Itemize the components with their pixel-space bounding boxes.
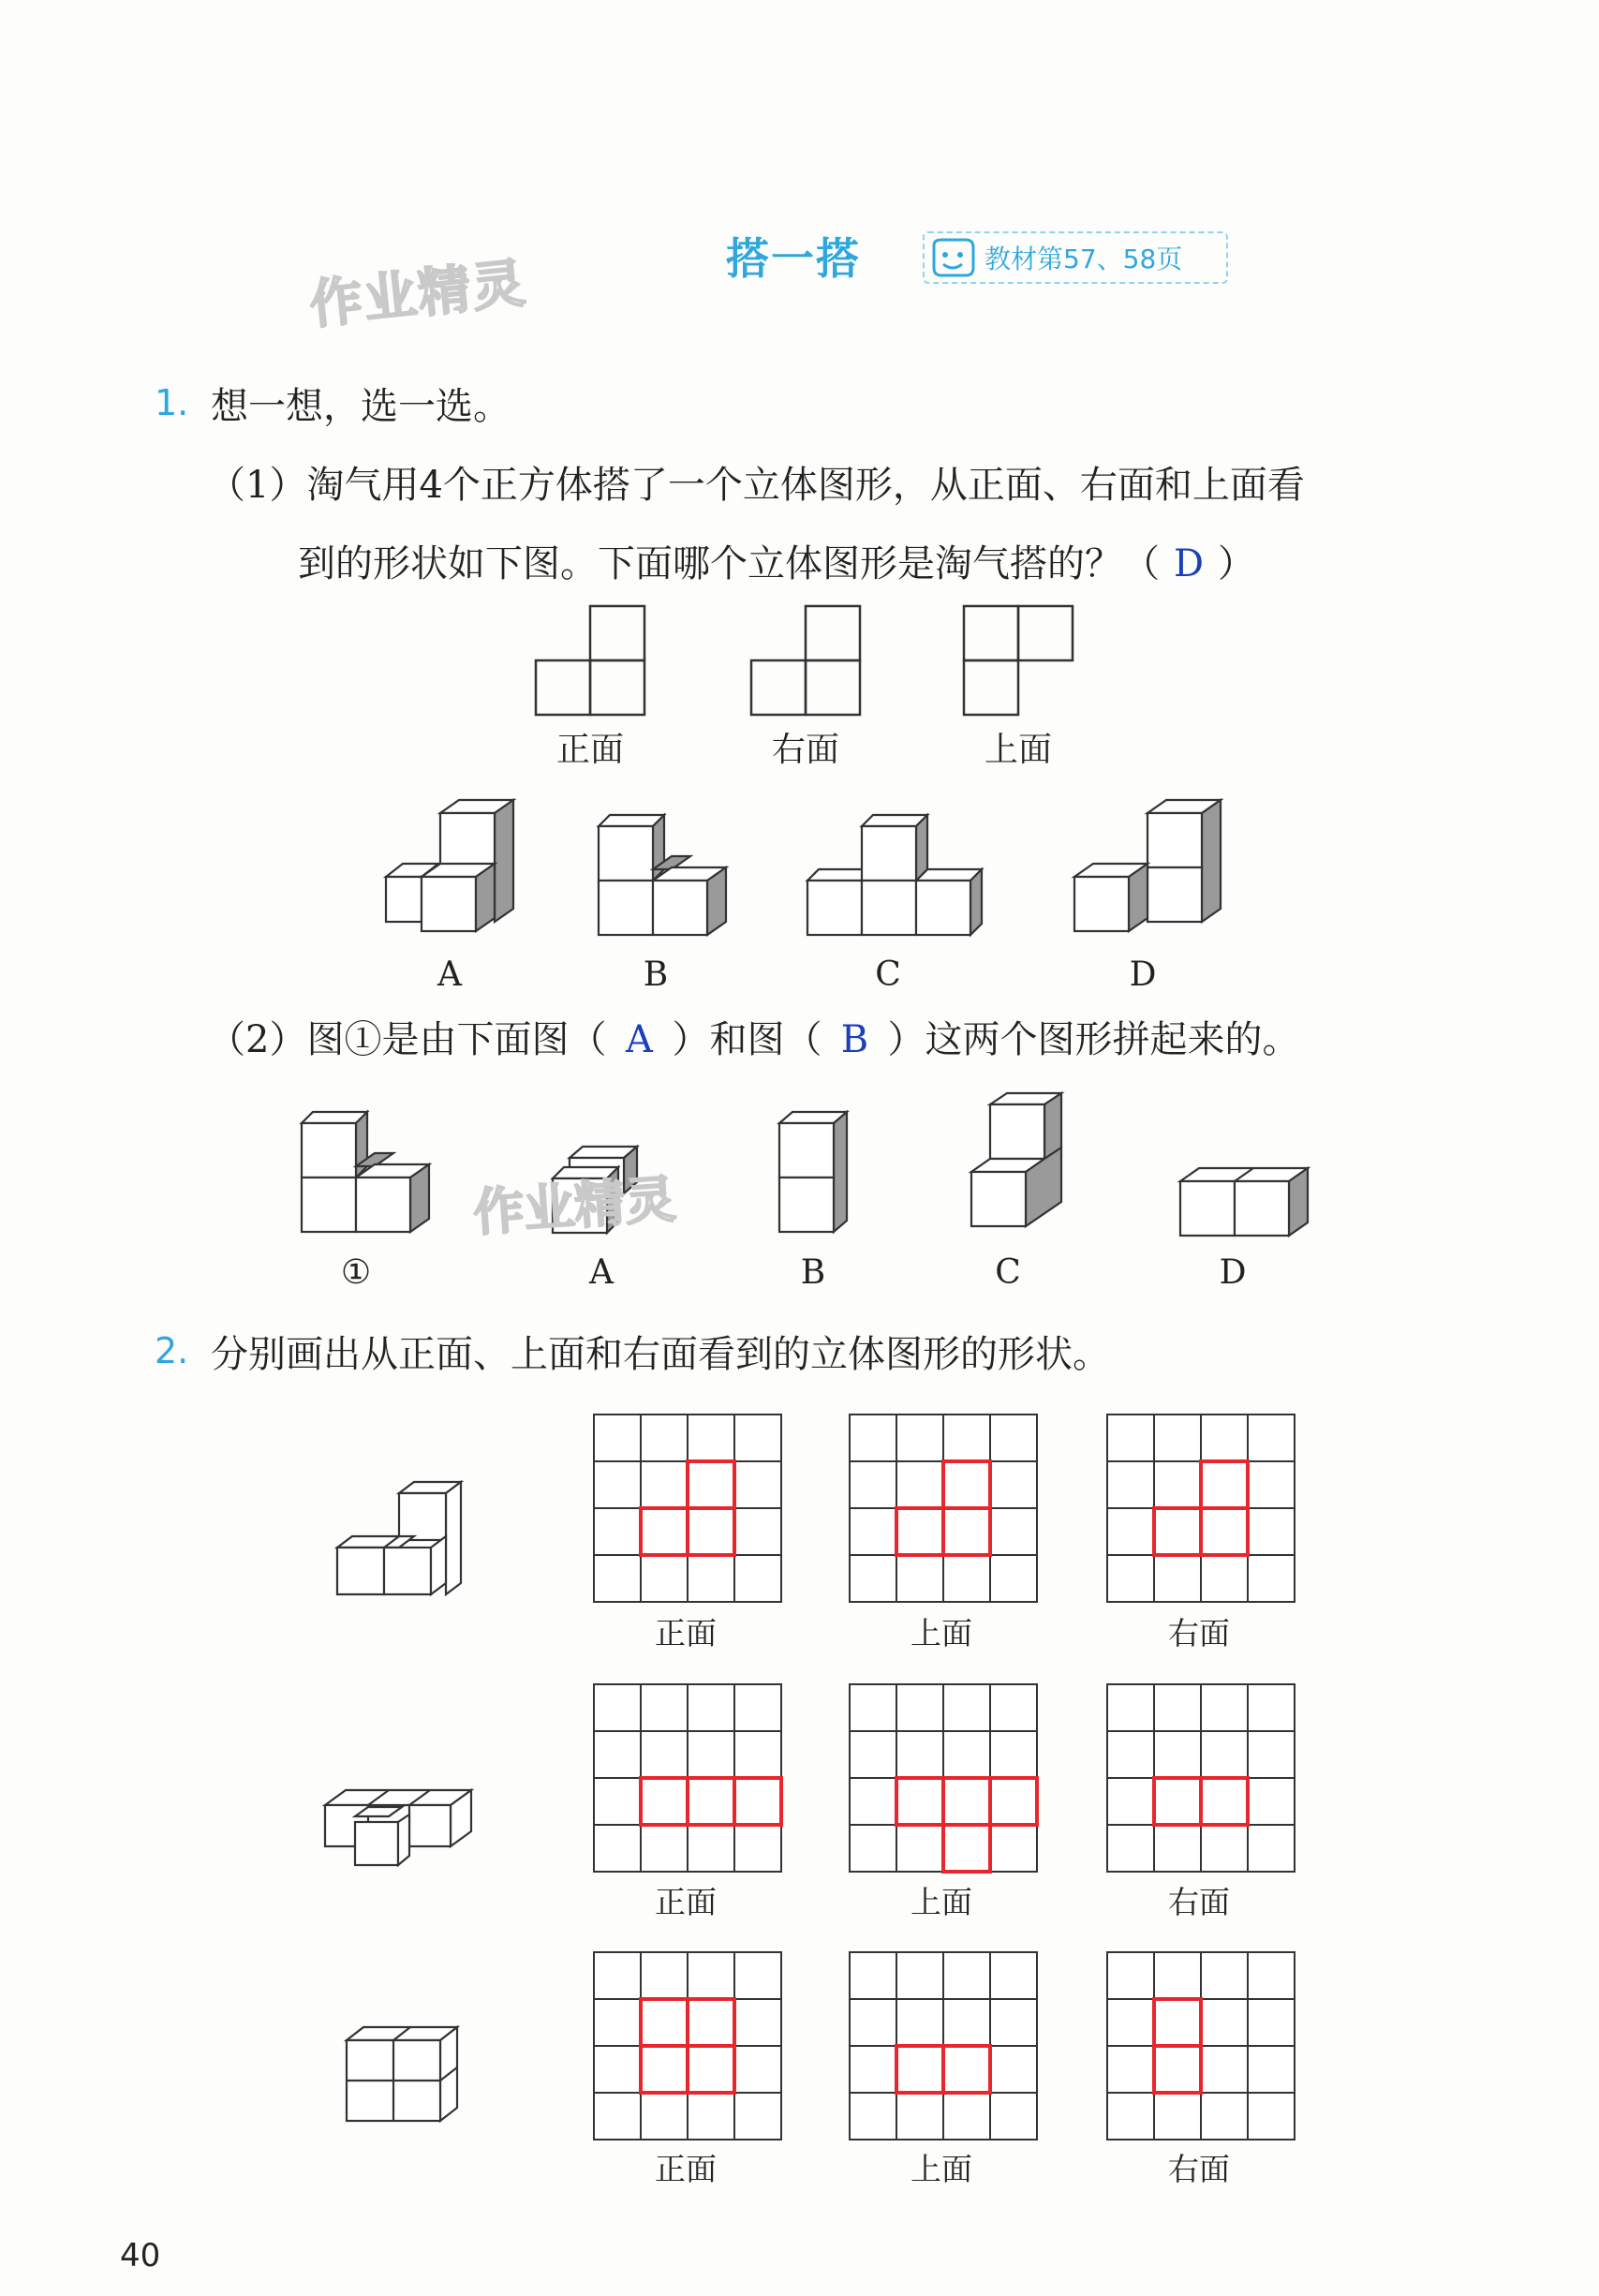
grid-r2-top <box>848 1682 1039 1874</box>
figure-label-c: C <box>995 1253 1021 1292</box>
grid-caption-r2-top: 上面 <box>911 1884 972 1920</box>
grid-cell <box>850 1825 896 1872</box>
grid-cell <box>990 1952 1037 1999</box>
grid-r1-right <box>1105 1413 1296 1604</box>
grid-cell <box>850 1778 896 1825</box>
q1-sub1-line2 <box>298 534 1255 587</box>
grid-cell <box>641 1461 688 1508</box>
grid-cell <box>641 1825 688 1872</box>
grid-cell <box>1154 1999 1201 2046</box>
grid-cell <box>943 1555 990 1602</box>
grid-cell <box>1107 1684 1154 1731</box>
grid-cell <box>896 1684 943 1731</box>
option-label-b: B <box>643 955 669 994</box>
option-label-d: D <box>1129 955 1157 994</box>
option-b-solid <box>597 813 737 954</box>
grid-cell <box>1107 1999 1154 2046</box>
figure-c-solid <box>970 1091 1073 1246</box>
grid-cell <box>943 1731 990 1778</box>
grid-cell <box>896 1731 943 1778</box>
grid-cell <box>641 1952 688 1999</box>
book-icon <box>928 236 977 279</box>
grid-r3-top <box>848 1950 1039 2141</box>
grid-cell <box>896 1999 943 2046</box>
grid-cell <box>1154 1778 1201 1825</box>
grid-cell <box>1107 1461 1154 1508</box>
option-a-solid <box>384 796 525 951</box>
grid-cell <box>734 1999 781 2046</box>
grid-cell <box>688 1555 734 1602</box>
grid-cell <box>1201 2046 1248 2093</box>
grid-cell <box>990 2046 1037 2093</box>
grid-cell <box>1248 1461 1295 1508</box>
grid-r3-front <box>592 1950 783 2141</box>
grid-cell <box>1201 1778 1248 1825</box>
grid-cell <box>594 1684 641 1731</box>
grid-cell <box>850 1952 896 1999</box>
grid-cell <box>1154 2046 1201 2093</box>
grid-r1-top <box>848 1413 1039 1604</box>
grid-cell <box>734 1555 781 1602</box>
grid-cell <box>1248 1731 1295 1778</box>
grid-cell <box>850 1508 896 1555</box>
view-label-front: 正面 <box>555 731 624 769</box>
grid-cell <box>594 1731 641 1778</box>
grid-cell <box>896 2093 943 2140</box>
grid-cell <box>1107 1825 1154 1872</box>
grid-r2-right <box>1105 1682 1296 1874</box>
q1-sub1-text-pre: 到的形状如下图。下面哪个立体图形是淘气搭的？（ <box>298 542 1160 585</box>
grid-cell <box>594 1952 641 1999</box>
grid-cell <box>1201 2093 1248 2140</box>
grid-cell <box>1201 1999 1248 2046</box>
grid-caption-r1-right: 右面 <box>1168 1615 1230 1652</box>
grid-cell <box>734 2093 781 2140</box>
grid-cell <box>594 1461 641 1508</box>
grid-cell <box>943 1825 990 1872</box>
grid-cell <box>850 1461 896 1508</box>
grid-cell <box>734 1461 781 1508</box>
section-title: 搭一搭 <box>726 233 861 284</box>
grid-cell <box>688 1825 734 1872</box>
grid-cell <box>1107 1952 1154 1999</box>
q1-sub1-line1: （1）淘气用4个正方体搭了一个立体图形，从正面、右面和上面看 <box>208 464 1305 507</box>
figure-b-solid <box>777 1110 862 1241</box>
grid-cell <box>1154 1555 1201 1602</box>
view-label-right: 右面 <box>771 731 839 769</box>
grid-cell <box>990 1684 1037 1731</box>
grid-cell <box>1248 1555 1295 1602</box>
grid-cell <box>943 1684 990 1731</box>
grid-cell <box>688 1952 734 1999</box>
grid-cell <box>734 2046 781 2093</box>
grid-cell <box>1201 1952 1248 1999</box>
grid-cell <box>896 1825 943 1872</box>
question-2-prompt: 分别画出从正面、上面和右面看到的立体图形的形状。 <box>211 1333 1110 1376</box>
question-1-number: 1. <box>155 382 189 423</box>
grid-cell <box>1154 1684 1201 1731</box>
grid-cell <box>734 1684 781 1731</box>
figure-label-a: A <box>589 1253 614 1292</box>
grid-cell <box>1248 1999 1295 2046</box>
grid-cell <box>850 2046 896 2093</box>
grid-r3-right <box>1105 1950 1296 2141</box>
q2-solid-3 <box>345 2023 466 2131</box>
grid-cell <box>1107 1778 1154 1825</box>
grid-cell <box>1107 2093 1154 2140</box>
grid-cell <box>688 1508 734 1555</box>
grid-cell <box>1248 1778 1295 1825</box>
option-label-a: A <box>437 955 462 994</box>
grid-cell <box>1201 1684 1248 1731</box>
grid-cell <box>641 2046 688 2093</box>
option-label-c: C <box>875 955 901 994</box>
grid-cell <box>1248 2046 1295 2093</box>
grid-cell <box>943 2093 990 2140</box>
option-c-solid <box>806 813 993 954</box>
grid-cell <box>850 1731 896 1778</box>
watermark: 作业精灵 <box>306 253 530 336</box>
grid-cell <box>641 1508 688 1555</box>
option-d-solid <box>1073 796 1222 951</box>
grid-cell <box>990 2093 1037 2140</box>
grid-cell <box>896 1555 943 1602</box>
grid-cell <box>943 1999 990 2046</box>
grid-cell <box>641 1684 688 1731</box>
grid-cell <box>943 1952 990 1999</box>
grid-cell <box>1201 1731 1248 1778</box>
grid-cell <box>641 1778 688 1825</box>
front-view-figure <box>534 604 646 717</box>
grid-cell <box>688 1731 734 1778</box>
grid-cell <box>1201 1825 1248 1872</box>
grid-cell <box>990 1778 1037 1825</box>
grid-cell <box>943 2046 990 2093</box>
watermark-2: 作业精灵 <box>471 1169 678 1243</box>
grid-cell <box>896 1778 943 1825</box>
grid-cell <box>688 1778 734 1825</box>
grid-cell <box>1154 2093 1201 2140</box>
question-2-number: 2. <box>155 1330 189 1371</box>
textbook-reference-badge <box>923 231 1228 284</box>
q1-sub2-answer-1: A <box>626 1018 653 1061</box>
grid-caption-r2-right: 右面 <box>1168 1884 1230 1920</box>
grid-cell <box>896 1415 943 1461</box>
grid-cell <box>734 1952 781 1999</box>
grid-cell <box>594 1999 641 2046</box>
grid-cell <box>594 1555 641 1602</box>
grid-cell <box>641 1415 688 1461</box>
grid-cell <box>641 1731 688 1778</box>
top-view-figure <box>962 604 1074 717</box>
grid-cell <box>990 1555 1037 1602</box>
grid-cell <box>594 2093 641 2140</box>
grid-cell <box>1154 1461 1201 1508</box>
grid-cell <box>594 1778 641 1825</box>
q2-solid-2 <box>323 1785 487 1874</box>
grid-cell <box>1201 1415 1248 1461</box>
grid-caption-r2-front: 正面 <box>655 1884 717 1920</box>
grid-r2-front <box>592 1682 783 1874</box>
question-1-prompt: 想一想，选一选。 <box>211 385 511 428</box>
grid-cell <box>1154 1825 1201 1872</box>
grid-cell <box>734 1415 781 1461</box>
grid-cell <box>734 1778 781 1825</box>
grid-cell <box>850 1555 896 1602</box>
grid-cell <box>1248 1684 1295 1731</box>
grid-cell <box>1154 1731 1201 1778</box>
grid-cell <box>734 1508 781 1555</box>
grid-cell <box>896 1461 943 1508</box>
figure-d-solid <box>1178 1166 1314 1246</box>
grid-cell <box>1248 2093 1295 2140</box>
grid-cell <box>688 2093 734 2140</box>
grid-cell <box>990 1508 1037 1555</box>
grid-cell <box>1248 1952 1295 1999</box>
grid-cell <box>1154 1415 1201 1461</box>
grid-cell <box>850 1999 896 2046</box>
grid-cell <box>896 1508 943 1555</box>
grid-caption-r1-front: 正面 <box>655 1615 717 1652</box>
grid-cell <box>943 1461 990 1508</box>
grid-cell <box>1201 1461 1248 1508</box>
grid-cell <box>896 1952 943 1999</box>
grid-cell <box>688 1461 734 1508</box>
grid-caption-r3-top: 上面 <box>911 2151 972 2187</box>
textbook-page-reference: 教材第57、58页 <box>985 244 1183 274</box>
q1-sub1-answer: D <box>1173 542 1205 585</box>
grid-cell <box>1248 1415 1295 1461</box>
grid-cell <box>943 1778 990 1825</box>
grid-cell <box>594 1508 641 1555</box>
q1-sub2-text-mid: ）和图（ <box>672 1018 822 1061</box>
grid-cell <box>594 1825 641 1872</box>
q1-sub2-text-post: ）这两个图形拼起来的。 <box>887 1018 1300 1061</box>
grid-cell <box>1107 1415 1154 1461</box>
grid-cell <box>990 1731 1037 1778</box>
q1-sub2-line <box>208 1010 1299 1063</box>
figure-label-1: ① <box>340 1253 372 1292</box>
grid-cell <box>990 1825 1037 1872</box>
grid-cell <box>990 1415 1037 1461</box>
grid-cell <box>1248 1825 1295 1872</box>
figure-1-solid <box>300 1110 440 1246</box>
grid-caption-r3-front: 正面 <box>655 2151 717 2187</box>
grid-cell <box>990 1461 1037 1508</box>
grid-cell <box>1107 2046 1154 2093</box>
q1-sub2-answer-2: B <box>840 1018 869 1061</box>
grid-cell <box>641 1999 688 2046</box>
grid-cell <box>943 1508 990 1555</box>
page-number: 40 <box>120 2237 161 2274</box>
grid-cell <box>1201 1508 1248 1555</box>
grid-cell <box>1107 1508 1154 1555</box>
grid-cell <box>688 1415 734 1461</box>
grid-cell <box>990 1999 1037 2046</box>
q1-sub2-text-pre: （2）图①是由下面图（ <box>208 1018 607 1061</box>
grid-cell <box>1201 1555 1248 1602</box>
grid-cell <box>1107 1731 1154 1778</box>
grid-cell <box>688 1684 734 1731</box>
grid-cell <box>641 2093 688 2140</box>
figure-label-b: B <box>800 1253 826 1292</box>
grid-cell <box>850 1684 896 1731</box>
grid-cell <box>641 1555 688 1602</box>
grid-cell <box>850 2093 896 2140</box>
grid-cell <box>896 2046 943 2093</box>
view-label-top: 上面 <box>984 731 1052 769</box>
grid-r1-front <box>592 1413 783 1604</box>
grid-cell <box>1154 1952 1201 1999</box>
grid-cell <box>1154 1508 1201 1555</box>
grid-cell <box>850 1415 896 1461</box>
grid-caption-r3-right: 右面 <box>1168 2151 1230 2187</box>
figure-label-d: D <box>1219 1253 1247 1292</box>
grid-cell <box>688 1999 734 2046</box>
grid-cell <box>943 1415 990 1461</box>
grid-cell <box>1107 1555 1154 1602</box>
grid-cell <box>688 2046 734 2093</box>
q1-sub1-text-post: ） <box>1218 542 1255 585</box>
q2-solid-1 <box>335 1480 466 1616</box>
grid-caption-r1-top: 上面 <box>911 1615 972 1652</box>
grid-cell <box>734 1731 781 1778</box>
grid-cell <box>594 2046 641 2093</box>
grid-cell <box>1248 1508 1295 1555</box>
right-view-figure <box>749 604 862 717</box>
grid-cell <box>734 1825 781 1872</box>
grid-cell <box>594 1415 641 1461</box>
